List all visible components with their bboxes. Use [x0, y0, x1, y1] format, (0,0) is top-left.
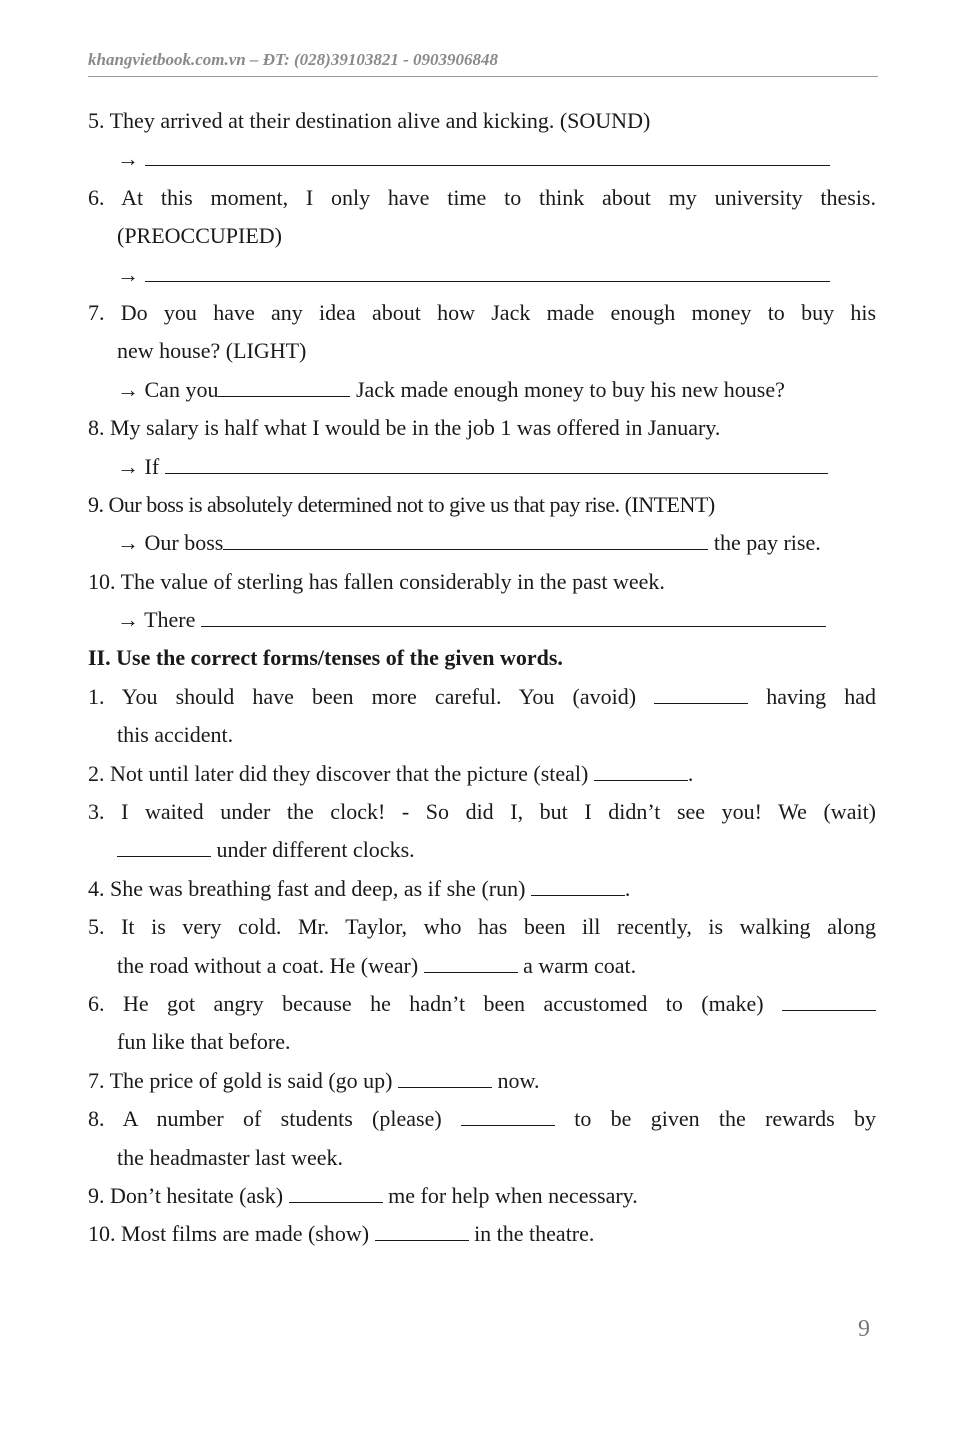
- item-number: 8.: [88, 415, 105, 441]
- item-number: 5.: [88, 914, 105, 940]
- item-text: At this moment, I only have time to think about my university thesis.: [121, 184, 876, 210]
- item-text: The value of sterling has fallen considerably in the past week.: [120, 568, 665, 594]
- item-text: Our boss is absolutely determined not to give us that pay rise. (INTENT): [108, 491, 715, 517]
- exercise-content: [88, 102, 876, 1254]
- answer-suffix: Jack made enough money to buy his new house?: [355, 376, 785, 402]
- item-text: A number of students (please): [122, 1106, 442, 1132]
- item-text: Don’t hesitate (ask): [110, 1182, 284, 1208]
- answer-suffix: the pay rise.: [713, 530, 821, 556]
- exercise-item-5: [88, 102, 876, 140]
- exercise-item-6b: [88, 985, 876, 1023]
- item-number: 10.: [88, 568, 116, 594]
- exercise-item-9: [88, 486, 876, 524]
- item-text: (PREOCCUPIED): [117, 223, 283, 249]
- item-text-continued: [88, 716, 876, 754]
- answer-blank[interactable]: [654, 703, 748, 704]
- exercise-item-9b: [88, 1177, 876, 1215]
- item-text: this accident.: [117, 722, 234, 748]
- item-text: I waited under the clock! - So did I, but I didn’t see you! We (wait): [121, 799, 877, 825]
- exercise-item-7: [88, 294, 876, 332]
- arrow-icon: →: [117, 261, 139, 287]
- item-number: 2.: [88, 760, 105, 786]
- item-number: 5.: [88, 108, 105, 133]
- item-number: 6.: [88, 990, 105, 1016]
- item-text: The price of gold is said (go up): [109, 1067, 393, 1093]
- answer-blank[interactable]: [461, 1125, 555, 1126]
- answer-line: [88, 601, 876, 639]
- answer-line: [88, 448, 876, 486]
- answer-blank[interactable]: [117, 856, 211, 857]
- item-number: 10.: [88, 1221, 116, 1247]
- item-text: new house? (LIGHT): [117, 338, 307, 364]
- answer-blank[interactable]: [165, 473, 828, 474]
- item-text: He got angry because he hadn’t been accustomed to (make): [122, 990, 764, 1016]
- item-text: fun like that before.: [117, 1029, 291, 1055]
- exercise-item-8: [88, 409, 876, 447]
- header-text: khangvietbook.com.vn – ĐT: (028)39103821 - 0903906848: [88, 50, 499, 69]
- item-text-continued: [88, 1023, 876, 1061]
- item-text: the road without a coat. He (wear): [117, 952, 419, 978]
- item-number: 9.: [88, 491, 104, 517]
- item-text-continued: [88, 947, 876, 985]
- page-number: 9: [858, 1316, 870, 1342]
- answer-line: [88, 371, 876, 409]
- item-text: under different clocks.: [216, 837, 415, 863]
- item-number: 4.: [88, 875, 105, 901]
- exercise-item-3: [88, 793, 876, 831]
- exercise-item-2: [88, 755, 876, 793]
- item-text: Most films are made (show): [121, 1221, 370, 1247]
- answer-blank[interactable]: [398, 1087, 492, 1088]
- answer-prefix: → Our boss: [117, 530, 224, 556]
- answer-prefix: → There: [117, 607, 196, 633]
- item-text: It is very cold. Mr. Taylor, who has been ill recently, is walking along: [121, 914, 876, 940]
- page-header: [88, 50, 878, 77]
- answer-blank[interactable]: [375, 1240, 469, 1241]
- exercise-item-1: [88, 678, 876, 716]
- answer-prefix: → Can you: [117, 376, 219, 402]
- item-text-continued: [88, 217, 876, 255]
- item-text: You should have been more careful. You (avoid): [121, 683, 637, 709]
- exercise-item-8b: [88, 1100, 876, 1138]
- answer-blank[interactable]: [145, 165, 830, 166]
- exercise-item-10b: [88, 1215, 876, 1253]
- answer-line: [88, 256, 876, 294]
- item-text-continued: [88, 332, 876, 370]
- arrow-icon: →: [117, 146, 139, 172]
- answer-blank[interactable]: [594, 780, 688, 781]
- exercise-item-4: [88, 870, 876, 908]
- item-text: She was breathing fast and deep, as if she (run): [110, 875, 526, 901]
- item-number: 3.: [88, 799, 105, 825]
- section-heading: [88, 639, 876, 677]
- answer-blank[interactable]: [201, 626, 826, 627]
- answer-blank[interactable]: [223, 549, 708, 550]
- answer-blank[interactable]: [145, 281, 830, 282]
- item-text: in the theatre.: [474, 1221, 595, 1247]
- answer-blank[interactable]: [289, 1202, 383, 1203]
- item-text: .: [687, 760, 694, 786]
- item-text: Do you have any idea about how Jack made enough money to buy his: [120, 299, 877, 325]
- exercise-item-6: [88, 179, 876, 217]
- item-text-continued: [88, 1139, 876, 1177]
- item-text: now.: [497, 1067, 540, 1093]
- item-number: 9.: [88, 1182, 105, 1208]
- item-text: the headmaster last week.: [117, 1144, 344, 1170]
- answer-blank[interactable]: [782, 1010, 876, 1011]
- answer-blank[interactable]: [424, 972, 518, 973]
- item-number: 7.: [88, 1067, 105, 1093]
- item-number: 6.: [88, 184, 105, 210]
- item-number: 7.: [88, 299, 105, 325]
- answer-prefix: → If: [117, 453, 160, 479]
- section-title: II. Use the correct forms/tenses of the given words.: [88, 645, 563, 671]
- item-number: 1.: [88, 683, 105, 709]
- item-text: a warm coat.: [523, 952, 637, 978]
- answer-line: [88, 524, 876, 562]
- exercise-item-7b: [88, 1062, 876, 1100]
- exercise-item-10: [88, 563, 876, 601]
- item-text: They arrived at their destination alive and kicking. (SOUND): [109, 108, 651, 133]
- item-text: me for help when necessary.: [388, 1182, 638, 1208]
- item-text: to be given the rewards by: [574, 1106, 877, 1132]
- answer-line: [88, 140, 876, 178]
- item-number: 8.: [88, 1106, 105, 1132]
- item-text: Not until later did they discover that the picture (steal): [110, 760, 589, 786]
- exercise-item-5b: [88, 908, 876, 946]
- item-text: having had: [766, 683, 877, 709]
- answer-blank[interactable]: [218, 396, 350, 397]
- answer-blank[interactable]: [531, 895, 625, 896]
- item-text: My salary is half what I would be in the job 1 was offered in January.: [110, 415, 721, 441]
- item-text: .: [624, 875, 631, 901]
- item-text-continued: [88, 831, 876, 869]
